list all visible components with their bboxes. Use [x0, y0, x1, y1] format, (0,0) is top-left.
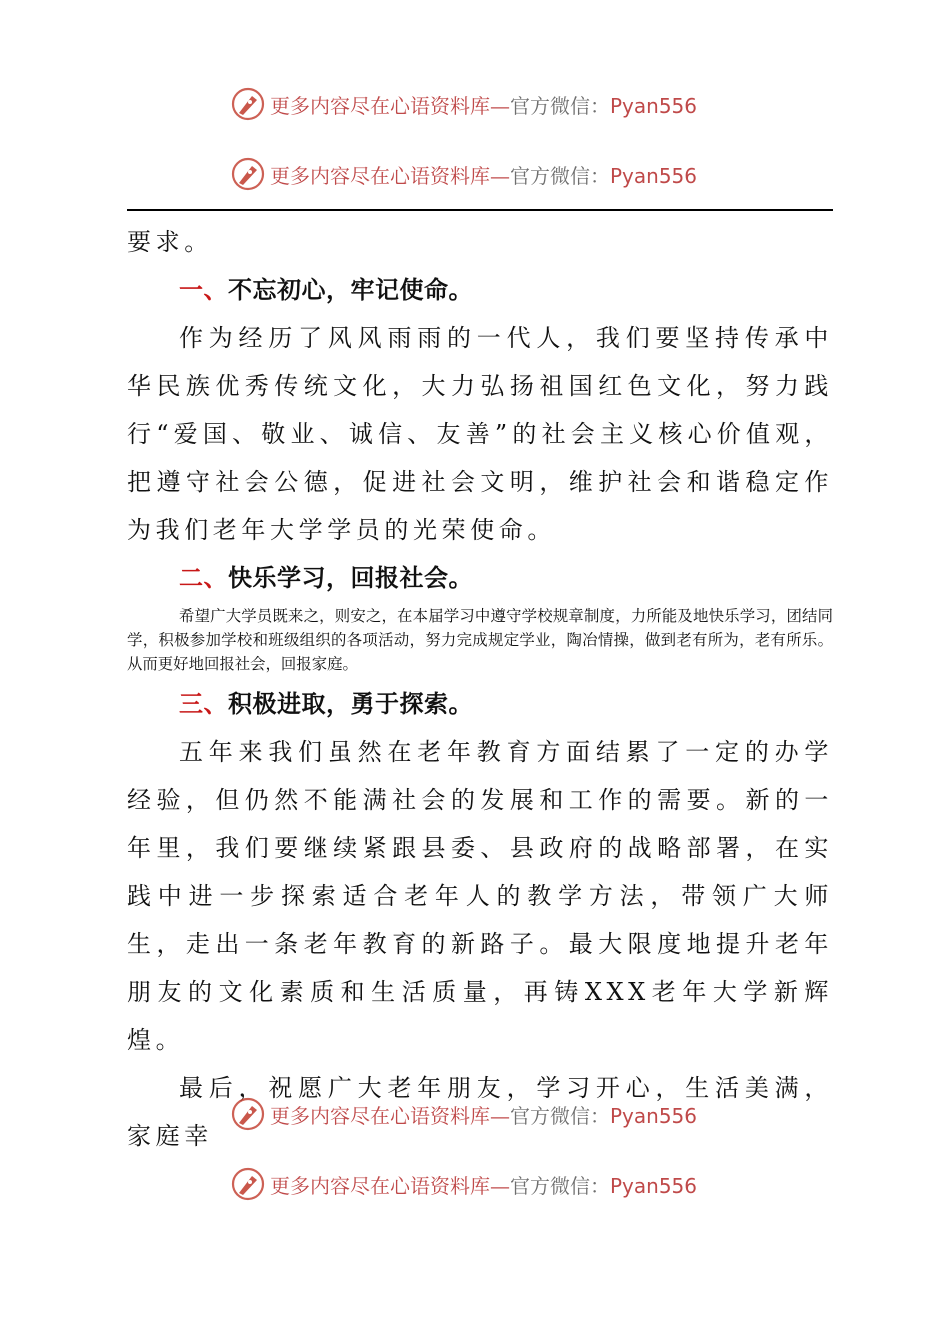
document-body	[127, 218, 833, 1160]
pen-nib-logo-icon	[230, 1166, 266, 1202]
section-2-heading: 二、快乐学习，回报社会。	[179, 564, 473, 592]
section-1-heading: 一、不忘初心，牢记使命。	[179, 276, 473, 304]
opening-text: 要求。	[127, 228, 213, 256]
watermark-banner-3	[230, 1094, 697, 1134]
watermark-banner-1	[230, 84, 697, 124]
section-2-body: 希望广大学员既来之，则安之，在本届学习中遵守学校规章制度，力所能及地快乐学习，团结同学，积极参加学校和班级组织的各项活动，努力完成规定学业，陶冶情操，做到老有所为，老有所乐。从而更好地回报社会，回报家庭。	[127, 607, 833, 673]
watermark-text: 更多内容尽在心语资料库—官方微信：Pyan556	[270, 1103, 698, 1128]
header-rule	[127, 209, 833, 211]
pen-nib-logo-icon	[230, 1096, 266, 1132]
watermark-banner-2	[230, 154, 697, 194]
section-3-heading: 三、积极进取，勇于探索。	[179, 690, 473, 718]
pen-nib-logo-icon	[230, 86, 266, 122]
pen-nib-logo-icon	[230, 156, 266, 192]
watermark-text: 更多内容尽在心语资料库—官方微信：Pyan556	[270, 163, 698, 188]
section-1-body: 作为经历了风风雨雨的一代人，我们要坚持传承中华民族优秀传统文化，大力弘扬祖国红色文化，努力践行“爱国、敬业、诚信、友善”的社会主义核心价值观，把遵守社会公德，促进社会文明，维护社会和谐稳定作为我们老年大学学员的光荣使命。	[127, 324, 833, 544]
watermark-text: 更多内容尽在心语资料库—官方微信：Pyan556	[270, 1173, 698, 1198]
watermark-text: 更多内容尽在心语资料库—官方微信：Pyan556	[270, 93, 698, 118]
closing-text: 最后，祝愿广大老年朋友，学习开心，生活美满，家庭幸	[127, 1074, 833, 1150]
watermark-banner-4	[230, 1164, 697, 1204]
section-3-body: 五年来我们虽然在老年教育方面结累了一定的办学经验，但仍然不能满社会的发展和工作的需要。新的一年里，我们要继续紧跟县委、县政府的战略部署，在实践中进一步探索适合老年人的教学方法，带领广大师生，走出一条老年教育的新路子。最大限度地提升老年朋友的文化素质和生活质量，再铸XXX老年大学新辉煌。	[127, 738, 833, 1054]
